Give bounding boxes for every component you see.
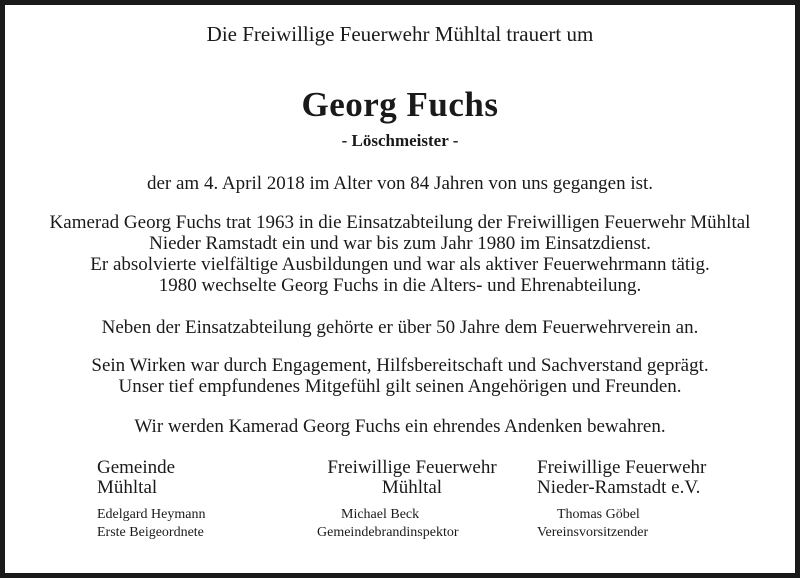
person-name: Thomas Göbel: [557, 507, 640, 522]
person-role: Erste Beigeordnete: [97, 525, 204, 540]
person-name: Michael Beck: [341, 507, 420, 522]
paragraph-remembrance: [5, 416, 795, 437]
paragraph-death-date: [5, 173, 795, 194]
org-line: Mühltal: [97, 477, 158, 498]
text-line: der am 4. April 2018 im Alter von 84 Jahren von uns gegangen ist.: [146, 173, 654, 194]
text-line: Neben der Einsatzabteilung gehörte er über 50 Jahre dem Feuerwehrverein an.: [101, 317, 699, 338]
text-line: Unser tief empfundenes Mitgefühl gilt seinen Angehörigen und Freunden.: [118, 376, 682, 397]
paragraph-association: [5, 317, 795, 338]
deceased-rank: - Löschmeister -: [341, 131, 459, 150]
org-line: Mühltal: [381, 477, 443, 498]
signature-org: [537, 458, 706, 498]
signature-feuerwehr: [317, 458, 507, 542]
text-line: Nieder Ramstadt ein und war bis zum Jahr 1980 im Einsatzdienst.: [149, 233, 651, 254]
header-text: Die Freiwillige Feuerwehr Mühltal trauert um: [206, 22, 594, 46]
signature-person: [97, 506, 205, 542]
text-line: Sein Wirken war durch Engagement, Hilfsbereitschaft und Sachverstand geprägt.: [91, 355, 709, 376]
text-line: 1980 wechselte Georg Fuchs in die Alters- und Ehrenabteilung.: [158, 275, 642, 296]
org-line: Nieder-Ramstadt e.V.: [537, 477, 701, 498]
text-line: Kamerad Georg Fuchs trat 1963 in die Einsatzabteilung der Freiwilligen Feuerwehr Mühltal: [49, 212, 751, 233]
person-role: Vereinsvorsitzender: [537, 525, 649, 540]
deceased-name: Georg Fuchs: [301, 85, 499, 124]
signature-gemeinde: [97, 458, 205, 542]
org-line: Freiwillige Feuerwehr: [327, 457, 497, 478]
person-name: Edelgard Heymann: [97, 507, 206, 522]
paragraph-career: [5, 212, 795, 296]
signature-verein: [537, 458, 706, 542]
org-line: Freiwillige Feuerwehr: [537, 457, 707, 478]
org-line: Gemeinde: [97, 457, 176, 478]
person-role: Gemeindebrandinspektor: [317, 525, 459, 540]
text-line: Er absolvierte vielfältige Ausbildungen und war als aktiver Feuerwehrmann tätig.: [90, 254, 710, 275]
signature-org: [97, 458, 205, 498]
signature-person: [537, 506, 706, 542]
signature-person: [317, 506, 507, 542]
signature-org: [317, 458, 507, 498]
text-line: Wir werden Kamerad Georg Fuchs ein ehrendes Andenken bewahren.: [134, 416, 666, 437]
paragraph-condolence: [5, 355, 795, 397]
